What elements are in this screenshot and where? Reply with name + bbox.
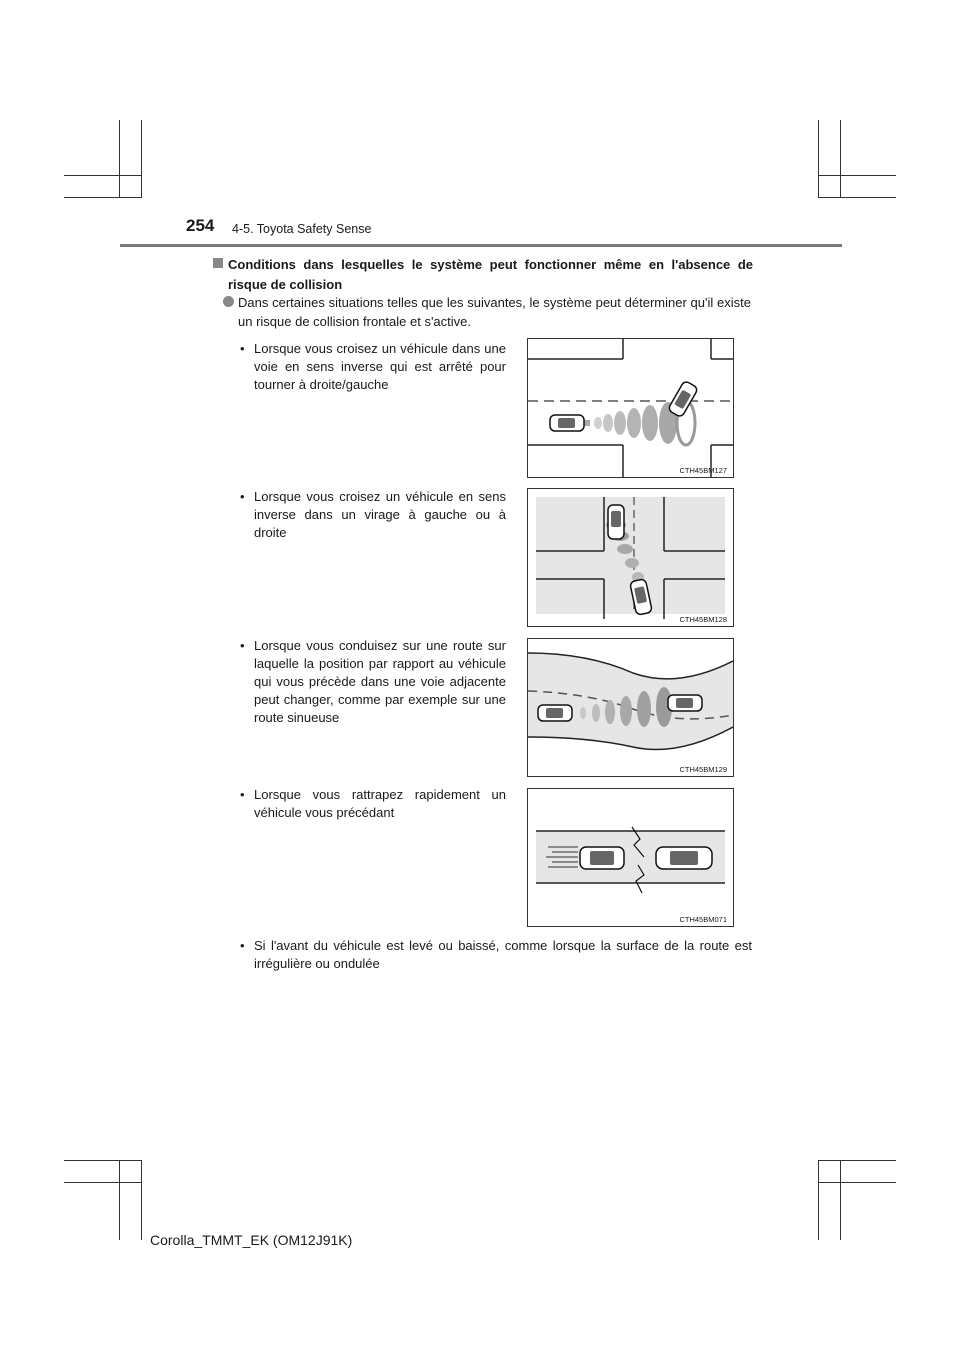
- section-title: 4-5. Toyota Safety Sense: [232, 222, 372, 236]
- list-item-text: Lorsque vous conduisez sur une route sur laquelle la position par rapport au véhicule qui vous précède dans une voie adjacente peut changer, comme par exemple sur une route sinueuse: [254, 638, 506, 725]
- bullet-marker: •: [240, 938, 245, 953]
- crop-mark: [818, 197, 896, 198]
- crop-mark: [141, 120, 142, 198]
- oncoming-vehicle-icon: [608, 505, 624, 539]
- figure-code: CTH45BM071: [679, 915, 727, 924]
- section-heading: [213, 255, 753, 295]
- curve-illustration: [528, 489, 733, 626]
- crop-mark: [64, 197, 142, 198]
- bullet-marker: •: [240, 787, 245, 802]
- figure-code: CTH45BM128: [679, 615, 727, 624]
- crop-mark: [64, 1182, 142, 1183]
- bullet-marker: •: [240, 341, 245, 356]
- list-item-text: Lorsque vous rattrapez rapidement un véhicule vous précédant: [254, 787, 506, 820]
- intro-text: Dans certaines situations telles que les suivantes, le système peut déterminer qu'il existe un risque de collision frontale et s'active.: [238, 295, 751, 329]
- figure-curve-oncoming-vehicle: [527, 488, 734, 627]
- intro-paragraph: [223, 293, 751, 331]
- preceding-vehicle-icon: [656, 847, 712, 869]
- crop-mark: [818, 120, 819, 198]
- circle-bullet-icon: [223, 296, 234, 307]
- header-rule: [120, 244, 842, 247]
- square-bullet-icon: [213, 258, 223, 268]
- intersection-illustration: [528, 339, 733, 477]
- crop-mark: [64, 175, 142, 176]
- crop-mark: [840, 1160, 841, 1240]
- crop-mark: [818, 1182, 896, 1183]
- crop-mark: [119, 1160, 120, 1240]
- bullet-marker: •: [240, 638, 245, 653]
- own-vehicle-icon: [580, 847, 624, 869]
- figure-code: CTH45BM127: [679, 466, 727, 475]
- crop-mark: [840, 120, 841, 198]
- list-item: [240, 937, 752, 973]
- list-item-text: Lorsque vous croisez un véhicule dans une voie en sens inverse qui est arrêté pour tourner à droite/gauche: [254, 341, 506, 392]
- preceding-vehicle-icon: [668, 695, 702, 711]
- bullet-marker: •: [240, 489, 245, 504]
- crop-mark: [818, 1160, 896, 1161]
- page-number: 254: [186, 216, 215, 235]
- heading-text: Conditions dans lesquelles le système peut fonctionner même en l'absence de risque de collision: [228, 257, 753, 292]
- rapid-approach-illustration: [528, 789, 733, 926]
- crop-mark: [818, 1160, 819, 1240]
- list-item: [240, 637, 506, 727]
- list-item-text: Si l'avant du véhicule est levé ou baissé, comme lorsque la surface de la route est irrégulière ou ondulée: [254, 938, 752, 971]
- figure-winding-road: [527, 638, 734, 777]
- list-item: [240, 340, 506, 394]
- list-item-text: Lorsque vous croisez un véhicule en sens inverse dans un virage à gauche ou à droite: [254, 489, 506, 540]
- own-vehicle-icon: [538, 705, 572, 721]
- list-item: [240, 488, 506, 542]
- figure-oncoming-turning-vehicle: [527, 338, 734, 478]
- crop-mark: [141, 1160, 142, 1240]
- crop-mark: [818, 175, 896, 176]
- figure-code: CTH45BM129: [679, 765, 727, 774]
- crop-mark: [64, 1160, 142, 1161]
- own-vehicle-icon: [550, 415, 584, 431]
- footer-text: Corolla_TMMT_EK (OM12J91K): [150, 1232, 353, 1248]
- list-item: [240, 786, 506, 822]
- crop-mark: [119, 120, 120, 198]
- figure-rapid-approach: [527, 788, 734, 927]
- winding-road-illustration: [528, 639, 733, 776]
